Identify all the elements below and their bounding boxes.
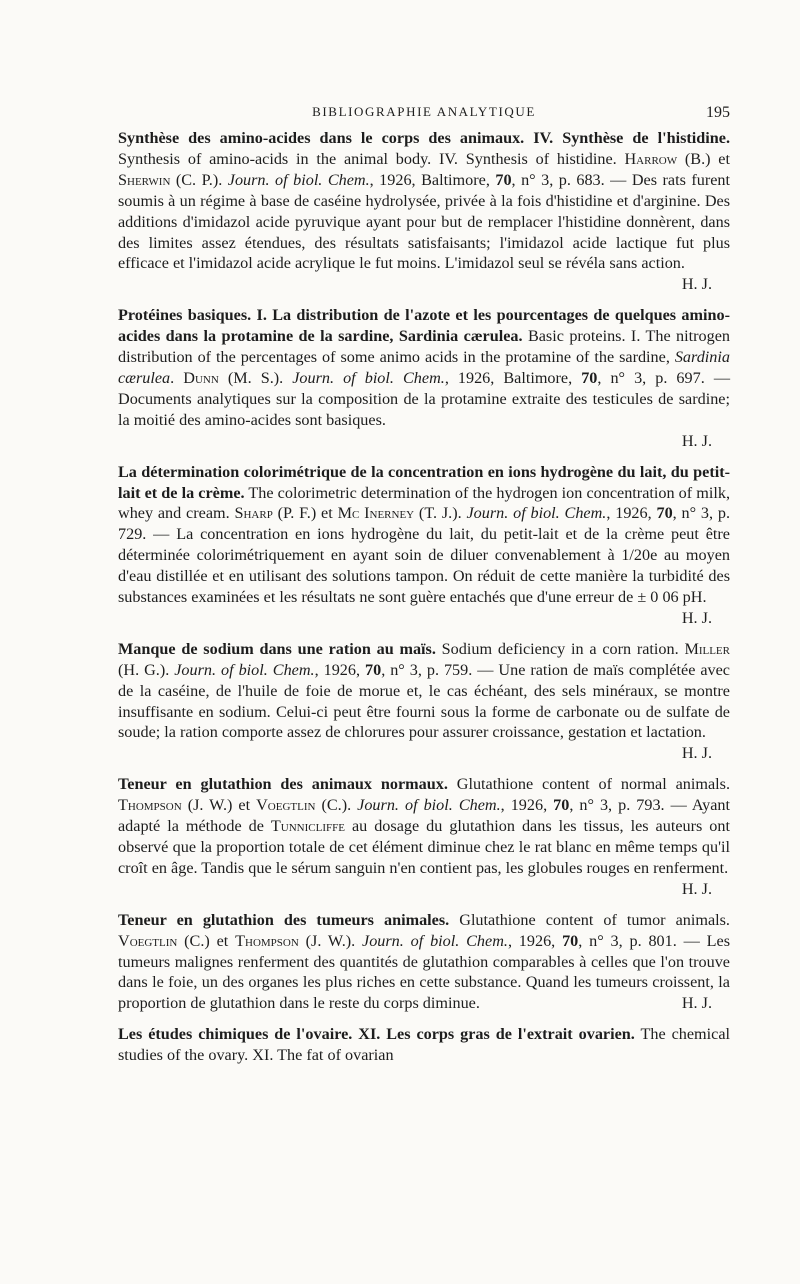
journal-name: Journ. of biol. Chem. xyxy=(466,504,607,523)
reviewer-initials: H. J. xyxy=(681,879,712,898)
bibliography-entry xyxy=(118,462,730,629)
issue-page: , n° 3, p. 697. xyxy=(597,368,714,387)
bibliography-entry xyxy=(118,910,730,1015)
volume-number: 70 xyxy=(495,170,512,189)
journal-name: Journ. of biol. Chem. xyxy=(174,660,315,679)
entry-title: Les études chimiques de l'ovaire. XI. Les corps gras de l'extrait ovarien. xyxy=(118,1025,635,1044)
english-title: The chemical studies of the ovary. XI. The fat of ovarian xyxy=(118,1025,731,1065)
abstract-text: au dosage du glutathion dans les tissus, les auteurs ont observé que la proportion totale de cet élément diminue chez le rat blanc en même temps qu'il croît en âge. Tandis que le sérum sanguin n'en contient pas, les globules rouges en renferment. xyxy=(118,817,730,877)
issue-page: , n° 3, p. 759. xyxy=(381,660,478,679)
bibliography-entry xyxy=(118,1024,730,1066)
journal-name: Journ. of biol. Chem. xyxy=(362,931,508,950)
author-name: Thompson xyxy=(235,931,299,950)
english-title: Glutathione content of tumor animals. xyxy=(449,910,730,929)
reviewer-initials: H. J. xyxy=(681,744,712,763)
volume-number: 70 xyxy=(553,796,570,815)
author-initials: (B.) et xyxy=(677,149,730,168)
citation-year: , 1926, xyxy=(314,660,366,679)
author-initials: (P. F.) et xyxy=(272,504,338,523)
issue-page: , n° 3, p. 801. xyxy=(578,931,684,950)
abstract-text: — La concentration en ions hydrogène du lait, du petit-lait et de la crème peut être déterminée colorimétriquement en ayant soin de diluer convenablement à 1/20e au moyen d'eau distillée et en utilisant des solutions tampon. On réduit de cette manière la turbidité des substances examinées et les résultats ne sont guère entachés que d'une erreur de ± 0 06 pH. xyxy=(118,525,730,607)
author-initials: (H. G.). xyxy=(118,660,175,679)
author-initials: (M. S.). xyxy=(218,368,293,387)
running-head xyxy=(118,104,730,126)
author-initials: (C. P.). xyxy=(170,170,228,189)
issue-page: , n° 3, p. 683. xyxy=(511,170,611,189)
author-initials: (T. J.). xyxy=(414,504,467,523)
english-title: Sodium deficiency in a corn ration. xyxy=(435,639,685,658)
author-name: Dunn xyxy=(183,368,219,387)
author-name: Sharp xyxy=(234,504,273,523)
entry-title: La détermination colorimétrique de la concentration en ions hydrogène du lait, du petit-lait et de la crème. xyxy=(118,462,730,502)
entry-title: Manque de sodium dans une ration au maïs. xyxy=(118,639,436,658)
author-initials: (C.). xyxy=(315,796,358,815)
bibliography-entries xyxy=(118,128,730,1076)
author-name: Miller xyxy=(684,639,730,658)
journal-name: Journ. of biol. Chem. xyxy=(292,368,445,387)
species-name: Sardinia cærulea xyxy=(118,348,730,387)
volume-number: 70 xyxy=(581,368,598,387)
author-initials: (C.) et xyxy=(177,931,236,950)
reviewer-initials: H. J. xyxy=(681,275,712,294)
english-title: The colorimetric determination of the hydrogen ion concentration of milk, whey and cream. xyxy=(118,483,731,523)
author-name: Harrow xyxy=(624,149,678,168)
bibliography-entry xyxy=(118,128,730,295)
running-title: BIBLIOGRAPHIE ANALYTIQUE xyxy=(312,104,536,119)
author-initials: (J. W.) et xyxy=(181,796,257,815)
volume-number: 70 xyxy=(656,504,673,523)
english-title: Glutathione content of normal animals. xyxy=(447,775,730,794)
bibliography-entry xyxy=(118,774,730,899)
method-author: Tunnicliffe xyxy=(270,817,345,836)
entry-title: Protéines basiques. I. La distribution de l'azote et les pourcentages de quelques amino-acides dans la protamine de la sardine, Sardinia cærulea. xyxy=(118,306,730,346)
reviewer-initials: H. J. xyxy=(681,994,712,1013)
entry-title: Teneur en glutathion des animaux normaux. xyxy=(118,775,448,794)
author-name: Voegtlin xyxy=(256,796,316,815)
citation-year: , 1926, Baltimore, xyxy=(369,170,496,189)
abstract-text-start: — Ayant adapté la méthode de xyxy=(118,796,731,836)
author-name: Voegtlin xyxy=(118,931,178,950)
volume-number: 70 xyxy=(365,660,382,679)
volume-number: 70 xyxy=(562,931,579,950)
author-name: Sherwin xyxy=(118,170,171,189)
abstract-text: — Les tumeurs malignes renferment des quantités de glutathion comparables à celles que l'on trouve dans le foie, un des organes les plus riches en cette substance. Quand les tumeurs croissent, la proportion de glutathion dans le reste du corps diminue. xyxy=(118,931,730,1013)
journal-name: Journ. of biol. Chem. xyxy=(227,170,370,189)
citation-year: , 1926, xyxy=(606,504,657,523)
abstract-text: — Documents analytiques sur la composition de la protamine extraite des testicules de sardine; la moitié des amino-acides sont basiques. xyxy=(118,368,730,429)
citation-year: , 1926, xyxy=(507,931,563,950)
author-name: Mc Inerney xyxy=(337,504,415,523)
page-number: 195 xyxy=(706,104,730,121)
issue-page: , n° 3, p. 793. xyxy=(569,796,671,815)
reviewer-initials: H. J. xyxy=(681,431,712,450)
citation-year: , 1926, Baltimore, xyxy=(444,368,582,387)
entry-title: Synthèse des amino-acides dans le corps des animaux. IV. Synthèse de l'histidine. xyxy=(118,129,730,147)
issue-page: , n° 3, p. 729. xyxy=(118,504,730,544)
reviewer-initials: H. J. xyxy=(681,608,712,627)
english-title: Basic proteins. I. The nitrogen distribution of the percentages of some animo acids in the protamine of the sardine, xyxy=(118,327,730,367)
bibliography-entry xyxy=(118,305,730,451)
author-name: Thompson xyxy=(118,796,182,815)
abstract-text: — Des rats furent soumis à un régime à base de caséine hydrolysée, privée à la fois d'histidine et d'arginine. Des additions d'imidazol acide pyruvique ayant pour but de remplacer l'histidine donnèrent, dans des limites assez étendues, des résultats satisfaisants; l'imidazol acide lactique fut plus efficace et l'imidazol acide acrylique le fut moins. L'imidazol seul se révéla sans action. xyxy=(118,170,730,273)
english-title-end: . xyxy=(170,368,184,387)
entry-title: Teneur en glutathion des tumeurs animales. xyxy=(118,910,450,929)
journal-name: Journ. of biol. Chem. xyxy=(357,796,501,815)
abstract-text: — Une ration de maïs complétée avec de la caséine, de l'huile de foie de morue et, le cas échéant, des sels minéraux, se montre insuffisante en sodium. Celui-ci peut être fourni sous la forme de carbonate ou de sulfate de soude; la ration comporte assez de chlorures pour assurer croissance, gestation et lactation. xyxy=(118,660,730,742)
citation-year: , 1926, xyxy=(500,796,554,815)
english-title: Synthesis of amino-acids in the animal body. IV. Synthesis of histidine. xyxy=(118,149,625,168)
bibliography-entry xyxy=(118,639,730,764)
author-initials: (J. W.). xyxy=(298,931,363,950)
